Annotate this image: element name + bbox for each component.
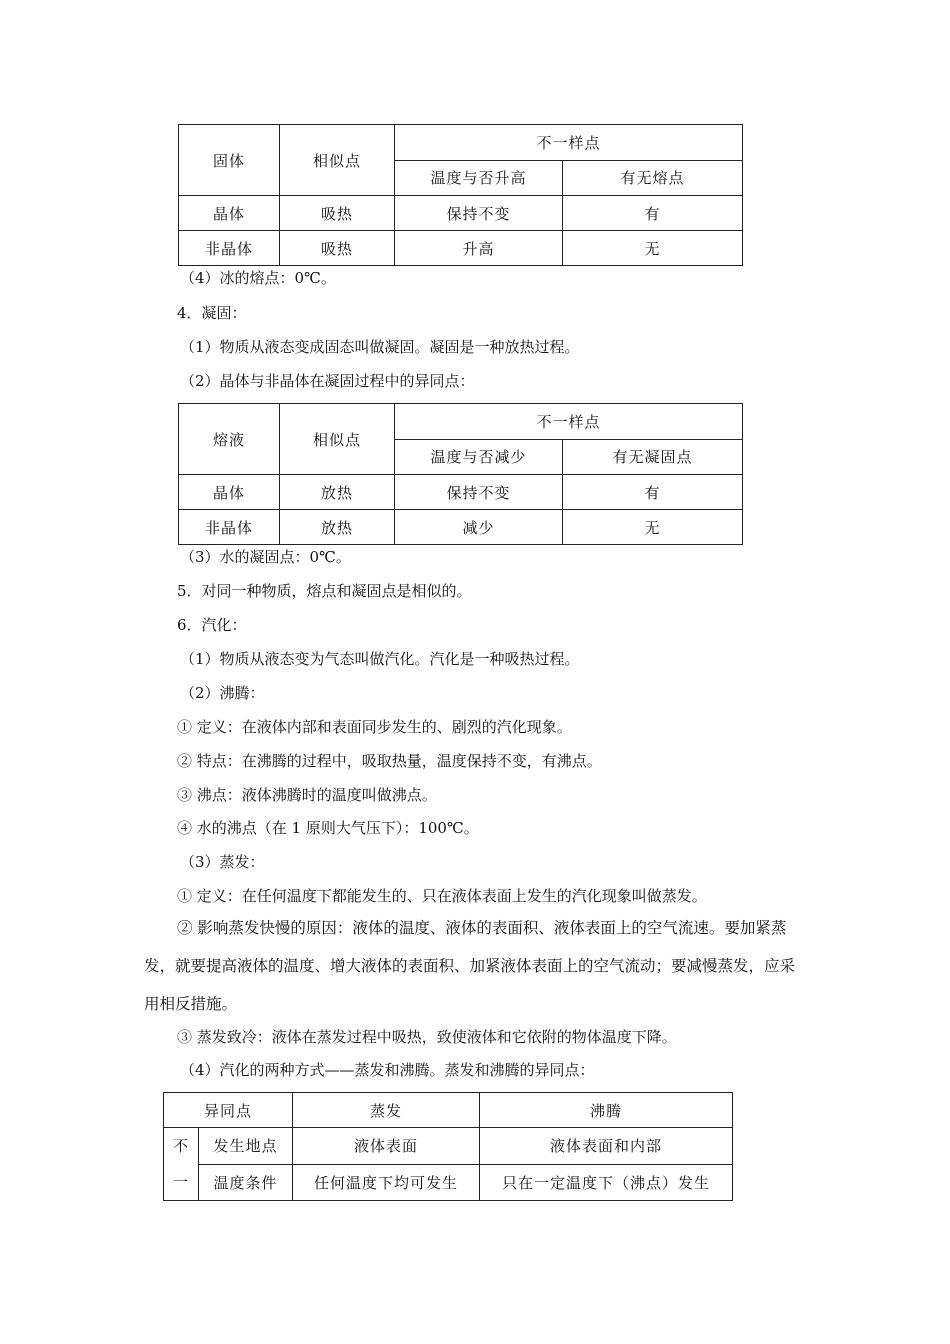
- section-5: 5．对同一种物质，熔点和凝固点是相似的。: [177, 582, 472, 600]
- vaporization-definition: （1）物质从液态变为气态叫做汽化。汽化是一种吸热过程。: [180, 650, 580, 668]
- row-temp: 减少: [395, 510, 563, 545]
- header-similar: 相似点: [280, 125, 395, 196]
- solidification-definition: （1）物质从液态变成固态叫做凝固。凝固是一种放热过程。: [180, 338, 580, 356]
- row-label: 温度条件: [199, 1164, 293, 1201]
- row-evaporation: 任何温度下均可发生: [293, 1164, 480, 1201]
- header-difference: 不一样点: [395, 125, 743, 161]
- header-diff-sim: 异同点: [164, 1093, 293, 1128]
- row-point: 无: [563, 231, 743, 266]
- side-char-1: 不: [172, 1137, 189, 1155]
- ice-melting-point: （4）冰的熔点：0℃。: [180, 269, 336, 287]
- row-name: 晶体: [179, 196, 280, 231]
- section-4-title: 4．凝固：: [177, 304, 247, 322]
- row-temp: 保持不变: [395, 196, 563, 231]
- boiling-point: ③ 沸点：液体沸腾时的温度叫做沸点。: [177, 786, 437, 804]
- row-name: 非晶体: [179, 510, 280, 545]
- boiling-heading: （2）沸腾：: [180, 684, 265, 702]
- water-freezing-point: （3）水的凝固点：0℃。: [180, 548, 351, 566]
- row-boiling: 液体表面和内部: [480, 1128, 733, 1165]
- row-name: 非晶体: [179, 231, 280, 266]
- evaporation-definition: ① 定义：在任何温度下都能发生的、只在液体表面上发生的汽化现象叫做蒸发。: [177, 887, 707, 905]
- header-melting-point: 有无熔点: [563, 160, 743, 196]
- table-row: [179, 196, 743, 231]
- header-temp-drop: 温度与否减少: [395, 439, 563, 475]
- row-point: 有: [563, 196, 743, 231]
- header-solid: 固体: [179, 125, 280, 196]
- solidification-comparison-table: [178, 403, 743, 545]
- row-evaporation: 液体表面: [293, 1128, 480, 1165]
- side-label: [164, 1128, 199, 1201]
- row-name: 晶体: [179, 475, 280, 510]
- table-row: [164, 1128, 733, 1165]
- header-evaporation: 蒸发: [293, 1093, 480, 1128]
- row-temp: 升高: [395, 231, 563, 266]
- header-boiling: 沸腾: [480, 1093, 733, 1128]
- row-similar: 吸热: [280, 196, 395, 231]
- table-row: [179, 510, 743, 545]
- table-row: [179, 475, 743, 510]
- evaporation-cooling: ③ 蒸发致冷：液体在蒸发过程中吸热，致使液体和它依附的物体温度下降。: [177, 1028, 677, 1046]
- row-label: 发生地点: [199, 1128, 293, 1165]
- evaporation-boiling-table: [163, 1092, 733, 1201]
- side-char-2: 一: [172, 1173, 189, 1191]
- boiling-feature: ② 特点：在沸腾的过程中，吸取热量，温度保持不变，有沸点。: [177, 752, 602, 770]
- header-temp-rise: 温度与否升高: [395, 160, 563, 196]
- evaporation-boiling-intro: （4）汽化的两种方式——蒸发和沸腾。蒸发和沸腾的异同点：: [180, 1061, 595, 1079]
- header-similar: 相似点: [280, 404, 395, 475]
- boiling-definition: ① 定义：在液体内部和表面同步发生的、剧烈的汽化现象。: [177, 718, 572, 736]
- row-similar: 吸热: [280, 231, 395, 266]
- header-difference: 不一样点: [395, 404, 743, 440]
- header-liquid: 熔液: [179, 404, 280, 475]
- section-6-title: 6．汽化：: [177, 616, 247, 634]
- water-boiling-point: ④ 水的沸点（在 1 原则大气压下）：100℃。: [177, 819, 479, 837]
- row-point: 有: [563, 475, 743, 510]
- row-temp: 保持不变: [395, 475, 563, 510]
- melting-comparison-table: [178, 124, 743, 266]
- row-similar: 放热: [280, 510, 395, 545]
- row-point: 无: [563, 510, 743, 545]
- table-row: [164, 1164, 733, 1201]
- table-row: [179, 231, 743, 266]
- evaporation-factors: ② 影响蒸发快慢的原因：液体的温度、液体的表面积、液体表面上的空气流速。要加紧蒸发，就要提高液体的温度、增大液体的表面积、加紧液体表面上的空气流动；要减慢蒸发，应采用相反措施。: [144, 919, 796, 1013]
- header-freezing-point: 有无凝固点: [563, 439, 743, 475]
- evaporation-heading: （3）蒸发：: [180, 853, 265, 871]
- row-similar: 放热: [280, 475, 395, 510]
- row-boiling: 只在一定温度下（沸点）发生: [480, 1164, 733, 1201]
- solidification-comparison-intro: （2）晶体与非晶体在凝固过程中的异同点：: [180, 372, 475, 390]
